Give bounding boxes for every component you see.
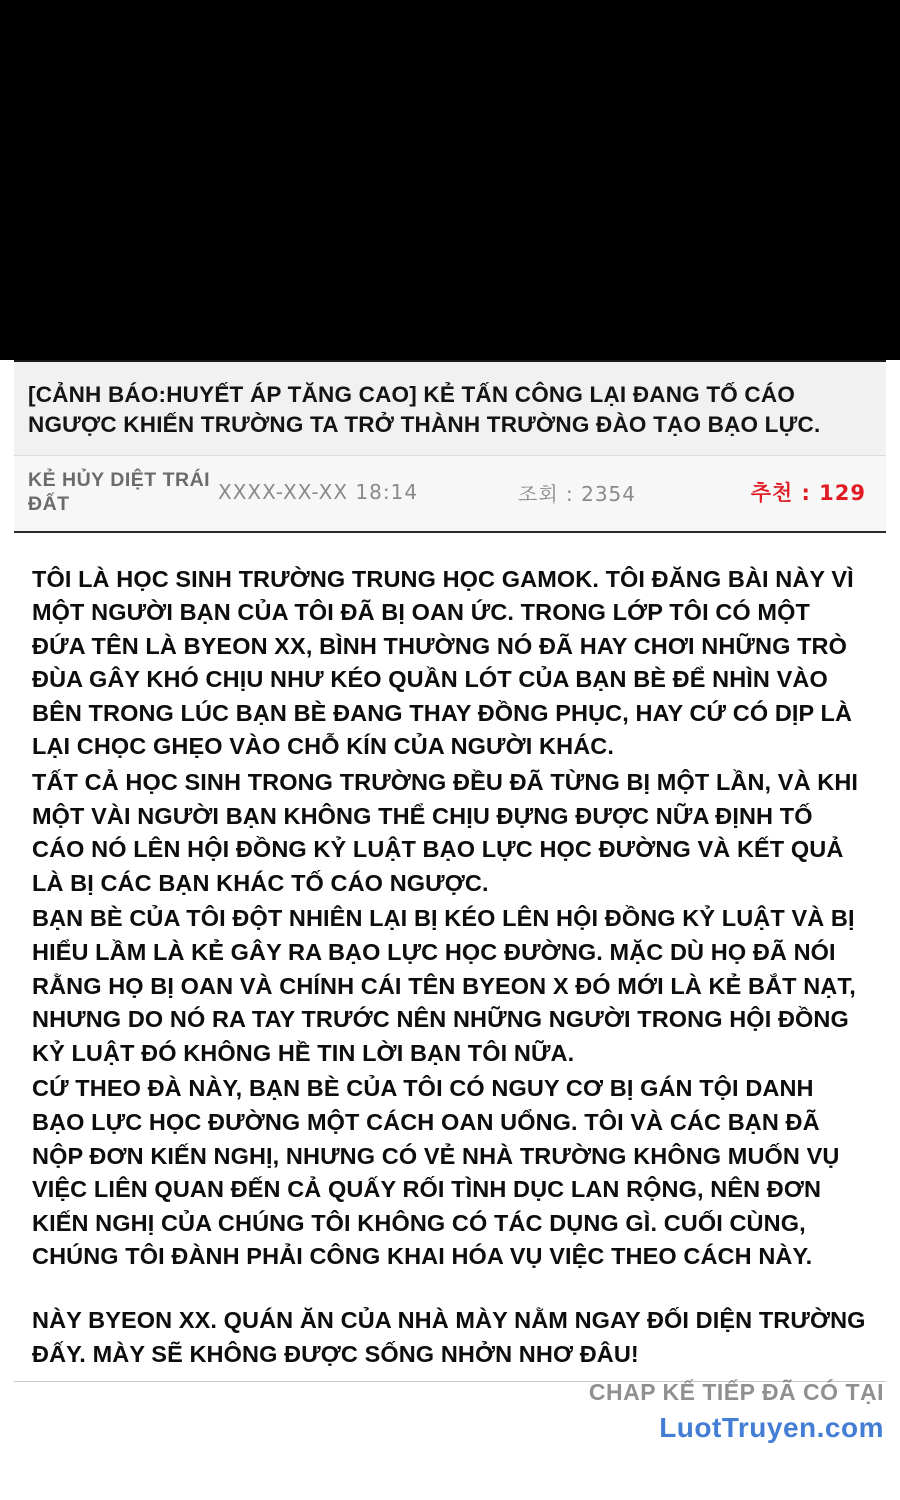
paragraph-spacer — [32, 1274, 868, 1304]
post-paragraph: BẠN BÈ CỦA TÔI ĐỘT NHIÊN LẠI BỊ KÉO LÊN HỘI ĐỒNG KỶ LUẬT VÀ BỊ HIỂU LẦM LÀ KẺ GÂY RA BẠO LỰC HỌC ĐƯỜNG. MẶC DÙ HỌ ĐÃ NÓI RẰNG HỌ BỊ OAN VÀ CHÍNH CÁI TÊN BYEON X ĐÓ MỚI LÀ KẺ BẮT NẠT, NHƯNG DO NÓ RA TAY TRƯỚC NÊN NHỮNG NGƯỜI TRONG HỘI ĐỒNG KỶ LUẬT ĐÓ KHÔNG HỀ TIN LỜI BẠN TÔI NỮA. — [32, 905, 856, 1066]
watermark-site-name: LuotTruyen.com — [659, 1412, 884, 1443]
post-paragraph: NÀY BYEON XX. QUÁN ĂN CỦA NHÀ MÀY NẰM NGAY ĐỐI DIỆN TRƯỜNG ĐẤY. MÀY SẼ KHÔNG ĐƯỢC SỐNG NHỞN NHƠ ĐÂU! — [32, 1306, 866, 1367]
post-paragraph: TÔI LÀ HỌC SINH TRƯỜNG TRUNG HỌC GAMOK. TÔI ĐĂNG BÀI NÀY VÌ MỘT NGƯỜI BẠN CỦA TÔI ĐÃ BỊ OAN ỨC. TRONG LỚP TÔI CÓ MỘT ĐỨA TÊN LÀ BYEON XX, BÌNH THƯỜNG NÓ ĐÃ HAY CHƠI NHỮNG TRÒ ĐÙA GÂY KHÓ CHỊU NHƯ KÉO QUẦN LÓT CỦA BẠN BÈ ĐỂ NHÌN VÀO BÊN TRONG LÚC BẠN BÈ ĐANG THAY ĐỒNG PHỤC, HAY CỨ CÓ DỊP LÀ LẠI CHỌC GHẸO VÀO CHỖ KÍN CỦA NGƯỜI KHÁC. — [32, 565, 854, 760]
post-paragraph: TẤT CẢ HỌC SINH TRONG TRƯỜNG ĐỀU ĐÃ TỪNG BỊ MỘT LẦN, VÀ KHI MỘT VÀI NGƯỜI BẠN KHÔNG THỂ CHỊU ĐỰNG ĐƯỢC NỮA ĐỊNH TỐ CÁO NÓ LÊN HỘI ĐỒNG KỶ LUẬT BẠO LỰC HỌC ĐƯỜNG VÀ KẾT QUẢ LÀ BỊ CÁC BẠN KHÁC TỐ CÁO NGƯỢC. — [32, 769, 859, 896]
post-meta — [14, 456, 886, 533]
post-view-count: 조회 : 2354 — [518, 481, 636, 506]
post-body — [14, 533, 886, 1382]
post-paragraph: CỨ THEO ĐÀ NÀY, BẠN BÈ CỦA TÔI CÓ NGUY CƠ BỊ GÁN TỘI DANH BẠO LỰC HỌC ĐƯỜNG MỘT CÁCH OAN UỔNG. TÔI VÀ CÁC BẠN ĐÃ NỘP ĐƠN KIẾN NGHỊ, NHƯNG CÓ VẺ NHÀ TRƯỜNG KHÔNG MUỐN VỤ VIỆC LIÊN QUAN ĐẾN CẢ QUẤY RỐI TÌNH DỤC LAN RỘNG, NÊN ĐƠN KIẾN NGHỊ CỦA CHÚNG TÔI KHÔNG CÓ TÁC DỤNG GÌ. CUỐI CÙNG, CHÚNG TÔI ĐÀNH PHẢI CÔNG KHAI HÓA VỤ VIỆC THEO CÁCH NÀY. — [32, 1075, 840, 1270]
site-watermark — [589, 1379, 884, 1444]
post-title: [CẢNH BÁO:HUYẾT ÁP TĂNG CAO] KẺ TẤN CÔNG LẠI ĐANG TỐ CÁO NGƯỢC KHIẾN TRƯỜNG TA TRỞ THÀNH TRƯỜNG ĐÀO TẠO BẠO LỰC. — [14, 362, 886, 456]
post-recommend-count: 추천 : 129 — [750, 481, 866, 506]
watermark-next-chapter-text: CHAP KẾ TIẾP ĐÃ CÓ TẠI — [588, 1379, 884, 1405]
post-date: XXXX-XX-XX 18:14 — [218, 480, 419, 505]
page-top-black-band — [0, 0, 900, 360]
forum-post — [14, 360, 886, 1382]
post-author: KẺ HỦY DIỆT TRÁI ĐẤT — [28, 468, 211, 516]
